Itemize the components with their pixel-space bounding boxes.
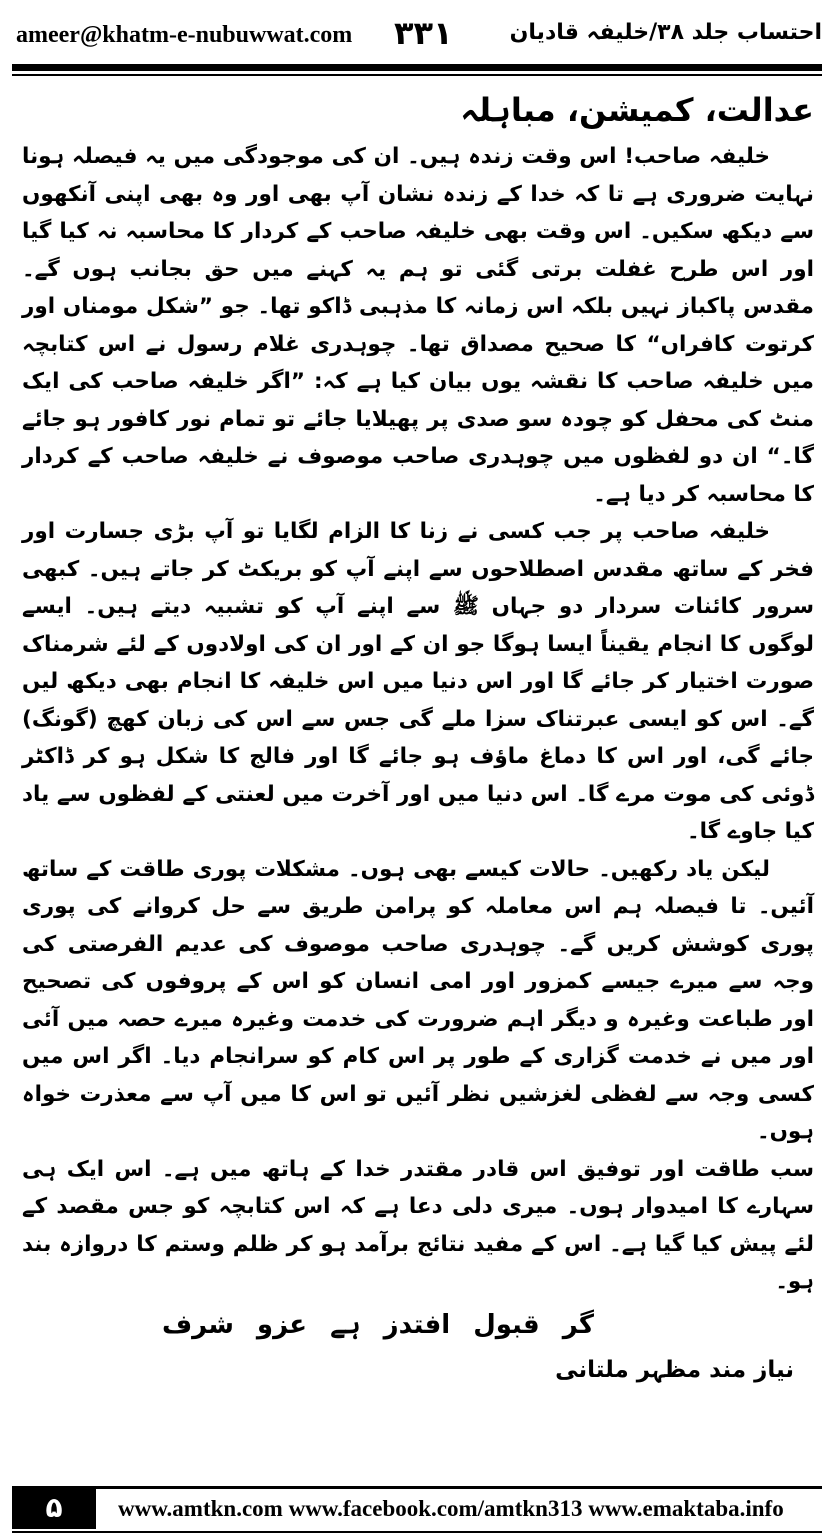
footer-underline xyxy=(12,1531,822,1533)
page-content xyxy=(22,80,814,1395)
header-running-title: احتساب جلد ۳۸/خلیفہ قادیان xyxy=(509,20,822,45)
section-title: عدالت، کمیشن، مباہلہ xyxy=(460,91,814,129)
header-rule-thick xyxy=(12,64,822,71)
paragraph-3: لیکن یاد رکھیں۔ حالات کیسے بھی ہوں۔ مشکلات پوری طاقت کے ساتھ آئیں۔ تا فیصلہ ہم اس معاملہ کو پرامن طریق سے حل کروانے کی پوری پوری کوشش کریں گے۔ چوہدری صاحب موصوف کی عدیم الفرصتی کی وجہ سے میرے جیسے کمزور اور امی انسان کو اس کے پروفوں کی تصحیح اور طباعت وغیرہ و دیگر اہم ضرورت کی خدمت وغیرہ میرے حصہ میں آئی اور میں نے خدمت گزاری کے طور پر اس کام کو سرانجام دیا۔ اگر اس میں کسی وجہ سے لفظی لغزشیں نظر آئیں تو اس کا میں آپ سے معذرت خواہ ہوں۔ xyxy=(22,856,814,1144)
footer-page-number: ۵ xyxy=(12,1487,96,1529)
header-rule-thin xyxy=(12,74,822,76)
couplet: گر قبول افتدز ہے عزو شرف xyxy=(161,1309,595,1340)
paragraph-1: خلیفہ صاحب! اس وقت زندہ ہیں۔ ان کی موجودگی میں یہ فیصلہ ہونا نہایت ضروری ہے تا کہ خدا کے زندہ نشان آپ بھی اور وہ بھی اپنی آنکھوں سے دیکھ سکیں۔ اس وقت بھی خلیفہ صاحب کے کردار کا محاسبہ نہ کیا گیا اور اس طرح غفلت برتی گئی تو ہم یہ کہنے میں حق بجانب ہوں گے۔ مقدس پاکباز نہیں بلکہ اس زمانہ کا مذہبی ڈاکو تھا۔ جو ”شکل مومناں اور کرتوت کافراں“ کا صحیح مصداق تھا۔ چوہدری غلام رسول نے اس کتابچہ میں خلیفہ صاحب کا نقشہ یوں بیان کیا ہے کہ: ”اگر خلیفہ صاحب کی ایک منٹ کی محفل کو چودہ سو صدی پر پھیلایا جائے تو تمام نور کافور ہو جائے گا۔“ ان دو لفظوں میں چوہدری صاحب موصوف نے خلیفہ صاحب کے کردار کا محاسبہ کر دیا ہے۔ xyxy=(22,144,814,507)
signature: نیاز مند مظہر ملتانی xyxy=(555,1356,794,1383)
header-page-number: ۳۳۱ xyxy=(394,14,453,52)
page-header xyxy=(12,14,822,58)
paragraph-4: سب طاقت اور توفیق اس قادر مقتدر خدا کے ہاتھ میں ہے۔ اس ایک ہی سہارے کا امیدوار ہوں۔ میری دلی دعا ہے کہ اس کتابچہ کو جس مقصد کے لئے پیش کیا گیا ہے۔ اس کے مفید نتائج برآمد ہو کر ظلم وستم کا دروازہ بند ہو۔ xyxy=(22,1156,814,1294)
header-email: ameer@khatm-e-nubuwwat.com xyxy=(16,22,353,48)
footer-rule xyxy=(12,1486,822,1489)
footer-links: www.amtkn.com www.facebook.com/amtkn313 www.emaktaba.info xyxy=(118,1496,784,1521)
paragraph-2: خلیفہ صاحب پر جب کسی نے زنا کا الزام لگایا تو آپ بڑی جسارت اور فخر کے ساتھ مقدس اصطلاحوں سے اپنے آپ کو بریکٹ کر جاتے ہیں۔ کبھی سرور کائنات سردار دو جہاں ﷺ سے اپنے آپ کو تشبیہ دیتے ہیں۔ ایسے لوگوں کا انجام یقیناً ایسا ہوگا جو ان کے اور ان کی اولادوں کے لئے شرمناک صورت اختیار کر جائے گا اور اس دنیا میں اس خلیفہ کا انجام بھی دیکھ لیں گے۔ اس کو ایسی عبرتناک سزا ملے گی جس سے اس کی زبان کھچ (گونگ) جائے گی، اور اس کا دماغ ماؤف ہو جائے گا اور فالج کا شکل ہو کر ڈاکٹر ڈوئی کی موت مرے گا۔ اس دنیا میں اور آخرت میں لعنتی کے لفظوں سے یاد کیا جاوے گا۔ xyxy=(22,519,814,844)
